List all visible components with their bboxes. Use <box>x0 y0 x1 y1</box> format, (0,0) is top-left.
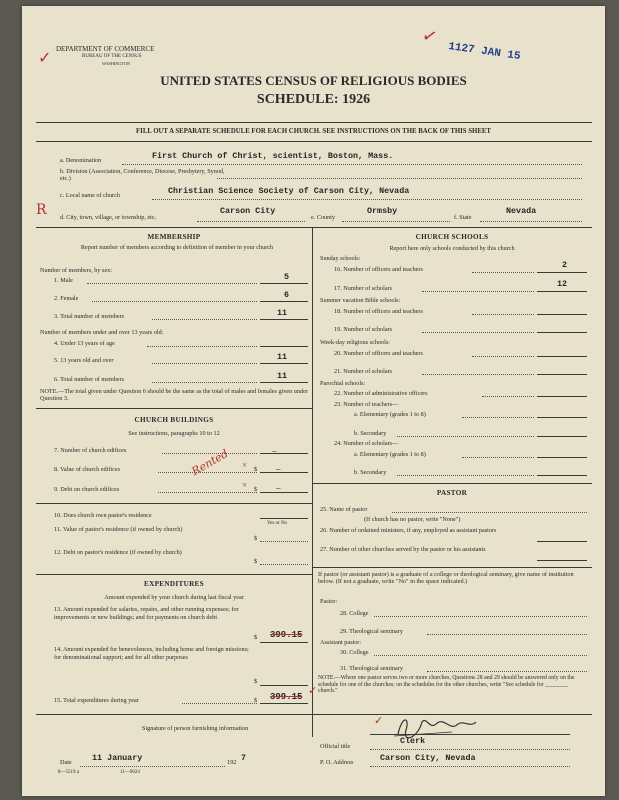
leader-line <box>158 472 257 473</box>
division-label: b. Division (Association, Conference, Diocese, Presbytery, Synod, etc.) <box>60 168 225 182</box>
dash-mark: – <box>276 464 281 474</box>
answer-line <box>537 541 587 542</box>
field-line <box>80 766 225 767</box>
q2-value: 6 <box>284 290 290 300</box>
answer-line <box>260 703 308 704</box>
department-label: DEPARTMENT OF COMMERCE <box>56 45 155 53</box>
divider <box>36 714 592 715</box>
q17-label: 17. Number of scholars <box>334 285 393 292</box>
answer-line <box>260 642 308 643</box>
q23-label: 23. Number of teachers— <box>334 401 399 408</box>
pastor-note: NOTE.—Where one pastor serves two or more churches, Questions 28 and 29 should be answered only on the schedule for one of the churches; on the schedules for the other churches, write "See schedule for ________ church." <box>318 675 575 695</box>
state-value: Nevada <box>506 206 537 216</box>
q30-label: 30. College <box>340 649 369 656</box>
form-number-2: 11—9024 <box>120 770 140 775</box>
q13-label: 13. Amount expended for salaries, repairs, and other running expenses; for improvements or new buildings; and for payments on church debt <box>54 606 239 622</box>
divider <box>36 141 592 142</box>
official-title-value: Clerk <box>400 736 426 746</box>
q15-label: 15. Total expenditures during year <box>54 697 139 704</box>
q17-value: 12 <box>557 279 568 289</box>
column-divider <box>312 227 313 737</box>
q10-label: 10. Does church own pastor's residence <box>54 512 152 519</box>
q3-value: 11 <box>277 308 288 318</box>
q4-label: 4. Under 13 years of age <box>54 340 115 347</box>
received-stamp: 1127 JAN 15 <box>447 41 522 63</box>
expenditures-title: EXPENDITURES <box>144 580 204 588</box>
buildings-intro: See instructions, paragraphs 10 to 12 <box>128 430 220 437</box>
assistant-sub-label: Assistant pastor: <box>320 639 362 646</box>
field-line <box>370 766 570 767</box>
answer-line <box>537 475 587 476</box>
q25-hint: (If church has no pastor, write "None") <box>364 516 461 523</box>
form-number: 8—5519 a <box>58 770 79 775</box>
city-field-label: d. City, town, village, or township, etc. <box>60 214 157 221</box>
leader-line <box>182 703 257 704</box>
form-subtitle: SCHEDULE: 1926 <box>256 92 371 107</box>
q3-label: 3. Total number of members <box>54 313 125 320</box>
divider <box>36 574 312 575</box>
summer-label: Summer vacation Bible schools: <box>320 297 401 304</box>
q24a-label: a. Elementary (grades 1 to 8) <box>354 451 426 458</box>
field-line <box>217 178 582 179</box>
check-mark: ✓ <box>374 714 384 727</box>
r-mark: R <box>36 202 47 218</box>
q6-value: 11 <box>277 371 288 381</box>
answer-line <box>537 272 587 273</box>
leader-line <box>158 492 257 493</box>
q11-label: 11. Value of pastor's residence (if owned by church) <box>54 526 183 533</box>
pastor-title: PASTOR <box>436 489 468 497</box>
field-line <box>370 749 570 750</box>
divider <box>312 567 592 568</box>
q20-label: 20. Number of officers and teachers <box>334 350 423 357</box>
q19-label: 19. Number of scholars <box>334 326 393 333</box>
denomination-label: a. Denomination <box>60 157 102 164</box>
answer-line <box>537 291 587 292</box>
leader-line <box>482 396 534 397</box>
graduate-instruction: If pastor (or assistant pastor) is a graduate of a college or theological seminary, give name of institution below. (If not a graduate, write "No" in the space indicated.) <box>318 571 574 585</box>
q29-label: 29. Theological seminary <box>340 628 403 635</box>
answer-line <box>260 492 308 493</box>
answer-line <box>537 356 587 357</box>
signature-label: Signature of person furnishing information <box>142 725 249 732</box>
leader-line <box>92 301 257 302</box>
membership-title: MEMBERSHIP <box>147 233 201 241</box>
q14-label: 14. Amount expended for benevolences, including home and foreign missions; for denominational support; and for all other purposes <box>54 646 249 662</box>
dollar-sign: $ <box>254 678 258 685</box>
parochial-label: Parochial schools: <box>320 380 366 387</box>
leader-line <box>87 283 257 284</box>
answer-line <box>260 301 308 302</box>
leader-line <box>422 374 534 375</box>
q16-label: 16. Number of officers and teachers <box>334 266 423 273</box>
field-line <box>374 616 587 617</box>
answer-line <box>537 396 587 397</box>
answer-line <box>260 541 308 542</box>
age-intro-label: Number of members under and over 13 years old: <box>40 329 164 336</box>
buildings-title: CHURCH BUILDINGS <box>134 416 214 424</box>
q1-label: 1. Male <box>54 277 73 284</box>
cross-mark: × <box>242 480 248 490</box>
instruction-bar: FILL OUT A SEPARATE SCHEDULE FOR EACH CHURCH. SEE INSTRUCTIONS ON THE BACK OF THIS SHEET <box>136 128 491 135</box>
cross-mark: × <box>242 460 248 470</box>
address-label: P. O. Address <box>320 759 354 766</box>
dash-mark: – <box>276 483 281 493</box>
county-label: e. County <box>311 214 336 221</box>
leader-line <box>152 319 257 320</box>
q18-label: 18. Number of officers and teachers <box>334 308 423 315</box>
q6-label: 6. Total number of members <box>54 376 125 383</box>
dollar-sign: $ <box>254 535 258 542</box>
leader-line <box>397 475 534 476</box>
city-value: Carson City <box>220 206 276 216</box>
field-line <box>152 199 582 200</box>
address-value: Carson City, Nevada <box>380 753 476 763</box>
field-line <box>427 634 587 635</box>
q1-value: 5 <box>284 272 290 282</box>
date-value: 11 January <box>92 753 143 763</box>
field-line <box>342 221 450 222</box>
dash-mark: – <box>272 446 277 456</box>
answer-line <box>537 374 587 375</box>
q12-label: 12. Debt on pastor's residence (if owned by church) <box>54 549 182 556</box>
dollar-sign: $ <box>254 486 258 493</box>
q27-label: 27. Number of other churches served by the pastor or his assistants <box>320 546 486 553</box>
field-line <box>427 671 587 672</box>
leader-line <box>422 332 534 333</box>
leader-line <box>397 436 534 437</box>
sunday-label: Sunday schools: <box>320 255 361 262</box>
form-title: UNITED STATES CENSUS OF RELIGIOUS BODIES <box>160 73 467 88</box>
q31-label: 31. Theological seminary <box>340 665 403 672</box>
answer-line <box>260 382 308 383</box>
leader-line <box>462 457 534 458</box>
field-line <box>197 221 305 222</box>
answer-line <box>260 685 308 686</box>
leader-line <box>152 382 257 383</box>
schools-title: CHURCH SCHOOLS <box>415 233 489 241</box>
membership-note: NOTE.—The total given under Question 6 should be the same as the total of males and females given under Question 3. <box>40 388 308 402</box>
answer-line <box>260 346 308 347</box>
leader-line <box>472 314 534 315</box>
year-prefix: 192 <box>227 759 237 766</box>
local-name-label: c. Local name of church <box>60 192 120 199</box>
q9-label: 9. Debt on church edifices <box>54 486 120 493</box>
q24b-label: b. Secondary <box>354 469 387 476</box>
answer-line <box>260 472 308 473</box>
answer-line <box>260 518 308 519</box>
census-form <box>22 6 605 796</box>
check-mark: ✓ <box>308 684 318 697</box>
q5-value: 11 <box>277 352 288 362</box>
field-line <box>392 512 587 513</box>
answer-line <box>537 457 587 458</box>
check-mark: ✓ <box>38 48 52 67</box>
divider <box>36 503 312 504</box>
local-name-value: Christian Science Society of Carson City, Nevada <box>168 186 410 196</box>
dollar-sign: $ <box>254 697 258 704</box>
field-line <box>374 655 587 656</box>
handwritten-rented-note: Rented <box>189 446 231 479</box>
q16-value: 2 <box>562 260 568 270</box>
weekday-label: Week-day religious schools: <box>320 339 390 346</box>
q2-label: 2. Female <box>54 295 79 302</box>
yes-no-hint: Yes or No <box>267 521 288 526</box>
schools-intro: Report here only schools conducted by this church <box>389 245 515 252</box>
pastor-sub-label: Pastor: <box>320 598 338 605</box>
year-digit: 7 <box>241 753 247 763</box>
answer-line <box>537 417 587 418</box>
members-by-sex-label: Number of members, by sex: <box>40 267 112 274</box>
leader-line <box>147 346 257 347</box>
leader-line <box>472 272 534 273</box>
q23a-label: a. Elementary (grades 1 to 8) <box>354 411 426 418</box>
q26-label: 26. Number of ordained ministers, if any, employed as assistant pastors <box>320 527 497 534</box>
bureau-label: BUREAU OF THE CENSUS <box>82 54 142 59</box>
answer-line <box>260 453 308 454</box>
field-line <box>122 164 582 165</box>
answer-line <box>260 363 308 364</box>
q15-value: 399.15 <box>270 692 303 702</box>
q7-label: 7. Number of church edifices <box>54 447 127 454</box>
answer-line <box>260 319 308 320</box>
leader-line <box>472 356 534 357</box>
dollar-sign: $ <box>254 466 258 473</box>
leader-line <box>462 417 534 418</box>
answer-line <box>537 332 587 333</box>
check-mark: ✓ <box>419 24 440 49</box>
answer-line <box>260 564 308 565</box>
leader-line <box>152 363 257 364</box>
official-title-label: Official title <box>320 743 351 750</box>
dollar-sign: $ <box>254 558 258 565</box>
divider <box>36 408 312 409</box>
q25-label: 25. Name of pastor <box>320 506 368 513</box>
dollar-sign: $ <box>254 634 258 641</box>
divider <box>312 483 592 484</box>
q5-label: 5. 13 years old and over <box>54 357 114 364</box>
leader-line <box>422 291 534 292</box>
expenditures-intro: Amount expended by your church during last fiscal year <box>104 594 244 601</box>
answer-line <box>537 314 587 315</box>
city-label: WASHINGTON <box>102 61 130 66</box>
q23b-label: b. Secondary <box>354 430 387 437</box>
divider <box>36 227 592 228</box>
membership-intro: Report number of members according to definition of member in your church <box>80 244 274 251</box>
answer-line <box>537 560 587 561</box>
q21-label: 21. Number of scholars <box>334 368 393 375</box>
divider <box>36 122 592 123</box>
denomination-value: First Church of Christ, scientist, Boston, Mass. <box>152 151 394 161</box>
answer-line <box>537 436 587 437</box>
date-label: Date <box>60 759 72 766</box>
q8-label: 8. Value of church edifices <box>54 466 121 473</box>
q28-label: 28. College <box>340 610 369 617</box>
q13-value: 399.15 <box>270 630 303 640</box>
q24-label: 24. Number of scholars— <box>334 440 399 447</box>
field-line <box>480 221 582 222</box>
q22-label: 22. Number of administrative officers <box>334 390 428 397</box>
state-label: f. State <box>454 214 472 221</box>
county-value: Ormsby <box>367 206 398 216</box>
answer-line <box>260 283 308 284</box>
